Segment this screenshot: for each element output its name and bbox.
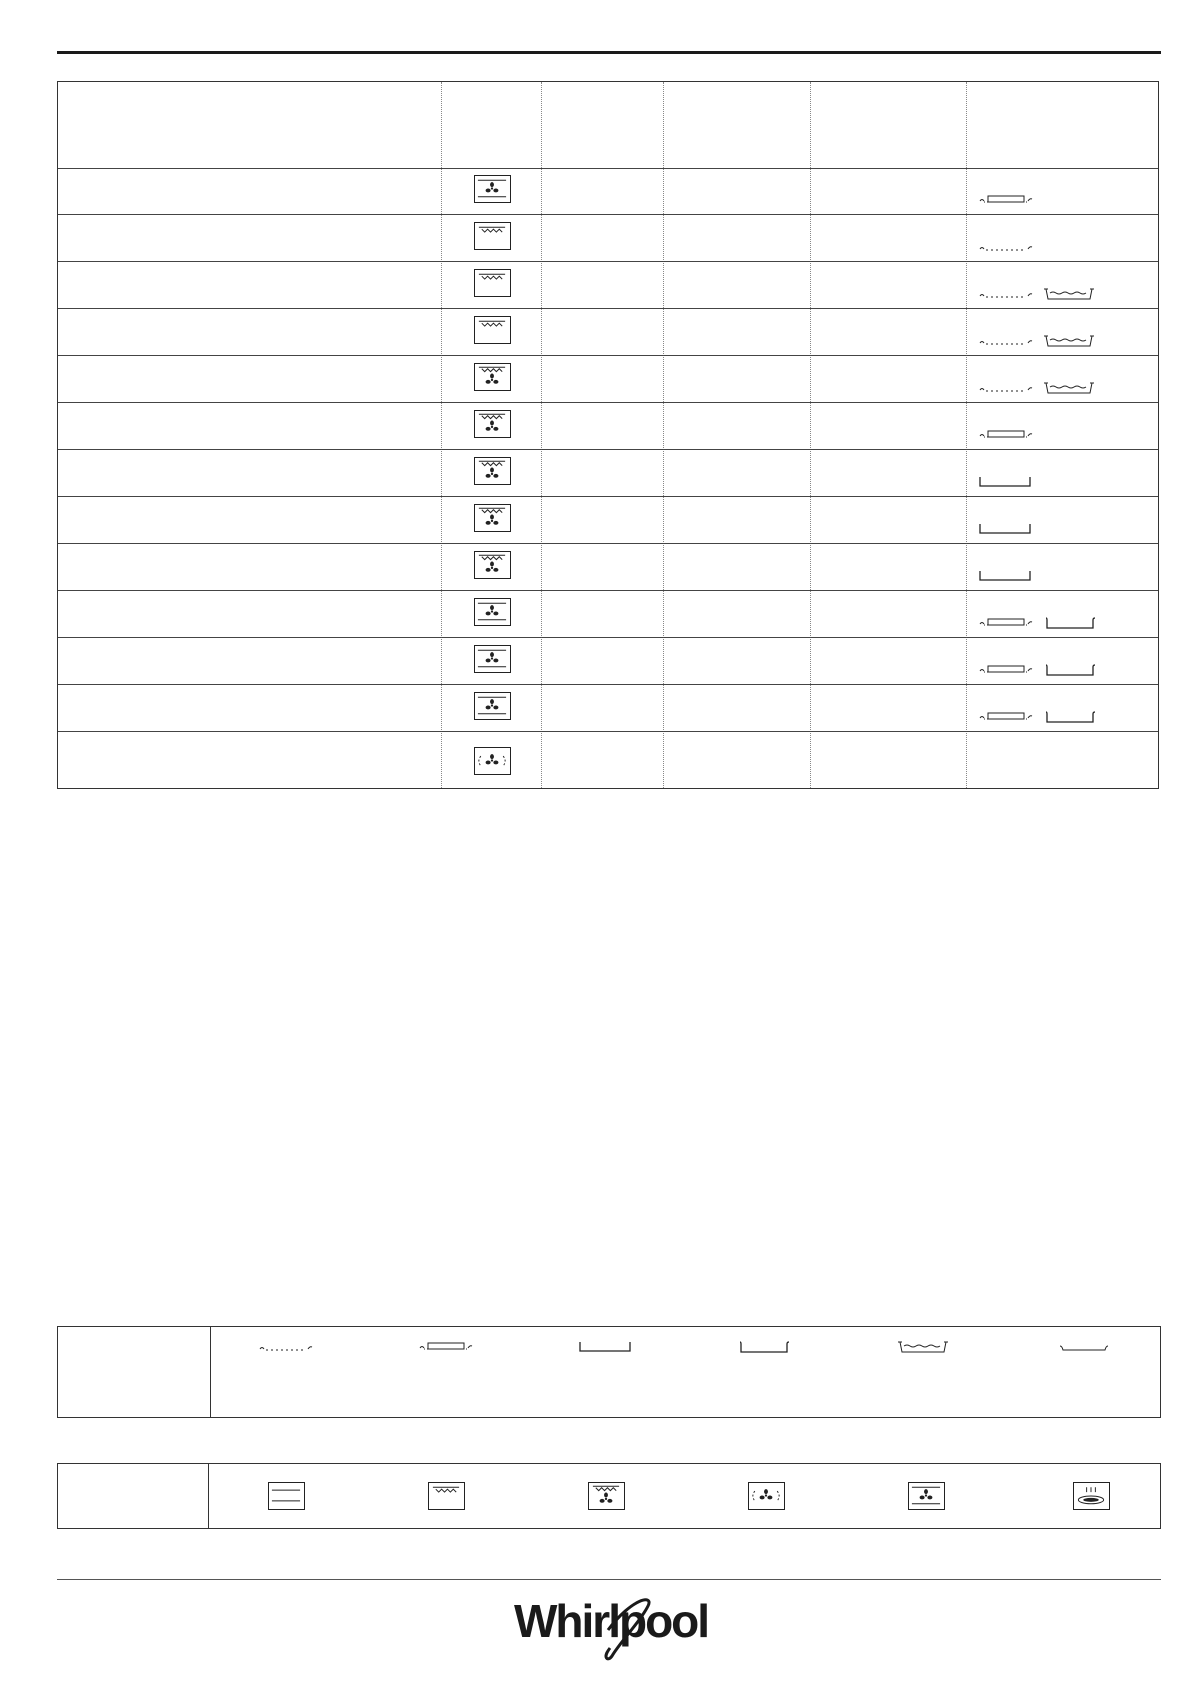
deep-tray-icon bbox=[1044, 615, 1100, 636]
wire-shelf-icon bbox=[978, 662, 1034, 683]
bottom-rule bbox=[57, 1579, 1161, 1580]
baking-tray-icon bbox=[978, 568, 1034, 589]
conventional-fan-icon bbox=[474, 692, 511, 720]
deep-tray-icon bbox=[738, 1339, 794, 1360]
drip-tray-icon bbox=[1044, 286, 1100, 307]
wire-rack-icon bbox=[978, 380, 1034, 401]
top-grill-icon bbox=[474, 316, 511, 344]
eco-fan-icon bbox=[474, 747, 511, 775]
top-grill-icon bbox=[428, 1482, 465, 1510]
eco-fan-icon bbox=[748, 1482, 785, 1510]
table-row bbox=[58, 731, 1158, 795]
turbo-grill-icon bbox=[474, 457, 511, 485]
wire-rack-icon bbox=[978, 286, 1034, 307]
conventional-fan-icon bbox=[474, 598, 511, 626]
cooking-table bbox=[57, 81, 1159, 789]
turbo-grill-icon bbox=[588, 1482, 625, 1510]
drip-tray-icon bbox=[1044, 380, 1100, 401]
wire-shelf-icon bbox=[978, 709, 1034, 730]
wire-shelf-icon bbox=[978, 615, 1034, 636]
logo-text: Whirlpool bbox=[514, 1595, 708, 1647]
turbo-grill-icon bbox=[474, 504, 511, 532]
top-rule bbox=[57, 51, 1161, 54]
top-grill-icon bbox=[474, 269, 511, 297]
wire-shelf-icon bbox=[978, 427, 1034, 448]
fan-forced-icon bbox=[474, 175, 511, 203]
deep-tray-icon bbox=[1044, 662, 1100, 683]
baking-tray-icon bbox=[578, 1339, 634, 1360]
turbo-grill-icon bbox=[474, 363, 511, 391]
wire-rack-icon bbox=[258, 1339, 314, 1360]
wire-shelf-icon bbox=[978, 192, 1034, 213]
wire-rack-icon bbox=[978, 239, 1034, 260]
drip-tray-icon bbox=[898, 1339, 954, 1360]
turbo-grill-icon bbox=[474, 551, 511, 579]
drip-tray-icon bbox=[1044, 333, 1100, 354]
conventional-fan-icon bbox=[474, 645, 511, 673]
wire-rack-icon bbox=[978, 333, 1034, 354]
top-grill-icon bbox=[474, 222, 511, 250]
baking-tray-icon bbox=[978, 474, 1034, 495]
wire-shelf-icon bbox=[418, 1339, 474, 1360]
whirlpool-logo bbox=[512, 1592, 708, 1662]
accessories-legend bbox=[57, 1326, 1161, 1418]
pizza-stone-icon bbox=[1073, 1482, 1110, 1510]
functions-legend bbox=[57, 1463, 1161, 1529]
conventional-fan-icon bbox=[908, 1482, 945, 1510]
turbo-grill-icon bbox=[474, 410, 511, 438]
baking-tray-icon bbox=[978, 521, 1034, 542]
deep-tray-icon bbox=[1044, 709, 1100, 730]
conventional-icon bbox=[268, 1482, 305, 1510]
flat-tray-icon bbox=[1058, 1339, 1114, 1360]
